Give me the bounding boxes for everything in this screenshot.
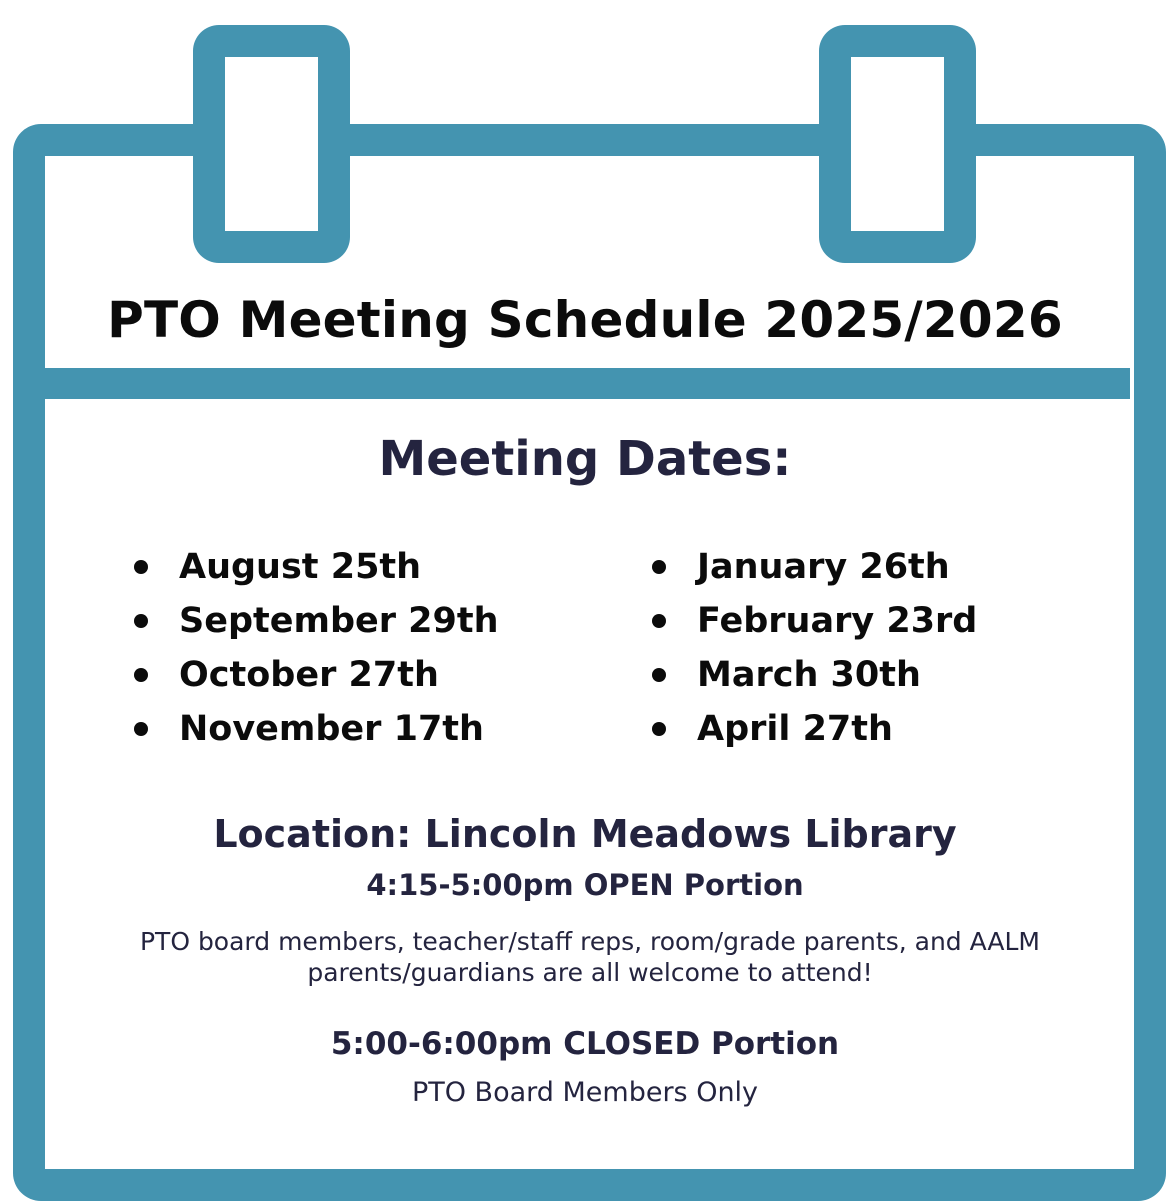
bullet-icon [652,668,666,682]
date-item [132,702,499,756]
date-label: October 27th [179,655,439,695]
bullet-icon [134,560,148,574]
bullet-icon [134,722,148,736]
bullet-icon [652,560,666,574]
calendar-ring-right-icon [819,25,976,263]
open-portion-time: 4:15-5:00pm OPEN Portion [366,868,804,902]
dates-list-left [132,540,499,756]
date-label: August 25th [179,547,422,587]
date-label: September 29th [179,601,499,641]
date-item [650,648,977,702]
bullet-icon [134,614,148,628]
dates-list-right [650,540,977,756]
date-item [650,594,977,648]
date-item [650,702,977,756]
date-item [132,594,499,648]
open-portion-description: PTO board members, teacher/staff reps, room/grade parents, and AALM parents/guardians are all welcome to attend! [139,927,1041,987]
date-item [650,540,977,594]
date-label: November 17th [179,709,484,749]
date-label: March 30th [697,655,921,695]
bullet-icon [652,722,666,736]
date-label: January 26th [697,547,950,587]
calendar-ring-left-icon [193,25,350,263]
closed-portion-time: 5:00-6:00pm CLOSED Portion [330,1026,840,1062]
calendar-header-divider [40,368,1130,399]
date-label: February 23rd [697,601,978,641]
date-item [132,648,499,702]
location-heading: Location: Lincoln Meadows Library [213,812,957,856]
bullet-icon [134,668,148,682]
closed-portion-description: PTO Board Members Only [411,1077,759,1108]
bullet-icon [652,614,666,628]
meeting-dates-heading: Meeting Dates: [378,431,792,487]
date-label: April 27th [697,709,893,749]
page-title: PTO Meeting Schedule 2025/2026 [107,291,1063,349]
date-item [132,540,499,594]
